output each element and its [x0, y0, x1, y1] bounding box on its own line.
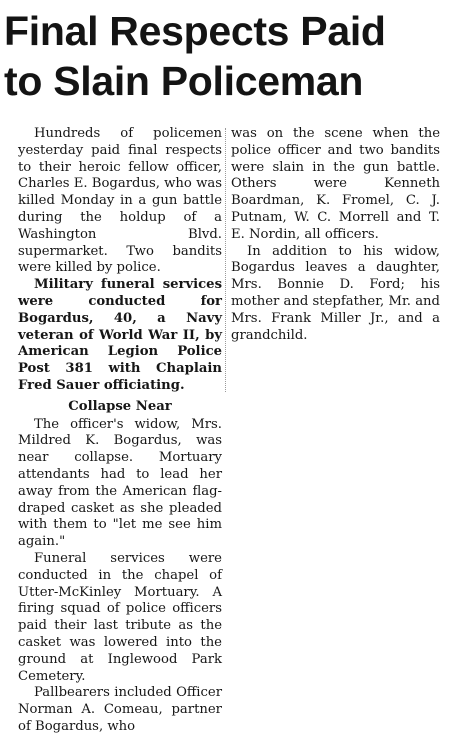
- paragraph: Hundreds of policemen yesterday paid final respects to their heroic fellow officer, Charles E. Bogardus, who was killed Monday in a gun battle during the holdup of a Washington Blvd. supermarket. Two bandits were killed by police.: [18, 126, 222, 276]
- headline: [4, 6, 448, 106]
- right-column: [231, 126, 440, 344]
- paragraph: Pallbearers included Officer Norman A. Comeau, partner of Bogardus, who: [18, 685, 222, 734]
- headline-line-1: Final Respects Paid: [4, 8, 386, 54]
- paragraph: Funeral services were conducted in the chapel of Utter-McKinley Mortuary. A firing squad of police officers paid their last tribute as the casket was lowered into the ground at Inglewood Park Cemetery.: [18, 550, 222, 684]
- paragraph: The officer's widow, Mrs. Mildred K. Bogardus, was near collapse. Mortuary attendants had to lead her away from the American flag-draped casket as she pleaded with them to "let me see him again.": [18, 416, 222, 550]
- paragraph: Military funeral services were conducted for Bogardus, 40, a Navy veteran of World War II, by American Legion Police Post 381 with Chaplain Fred Sauer officiating.: [18, 277, 222, 393]
- headline-line-2: to Slain Policeman: [4, 58, 364, 104]
- left-column: [18, 126, 222, 736]
- paragraph-continuation: was on the scene when the police officer and two bandits were slain in the gun battle. Others were Kenneth Boardman, K. Fromel, C. J. Putnam, W. C. Morrell and T. E. Nordin, all officers.: [231, 126, 440, 242]
- subhead: Collapse Near: [68, 398, 172, 414]
- column-divider: [225, 128, 226, 392]
- paragraph: In addition to his widow, Bogardus leaves a daughter, Mrs. Bonnie D. Ford; his mother and stepfather, Mr. and Mrs. Frank Miller Jr., and a grandchild.: [231, 243, 440, 343]
